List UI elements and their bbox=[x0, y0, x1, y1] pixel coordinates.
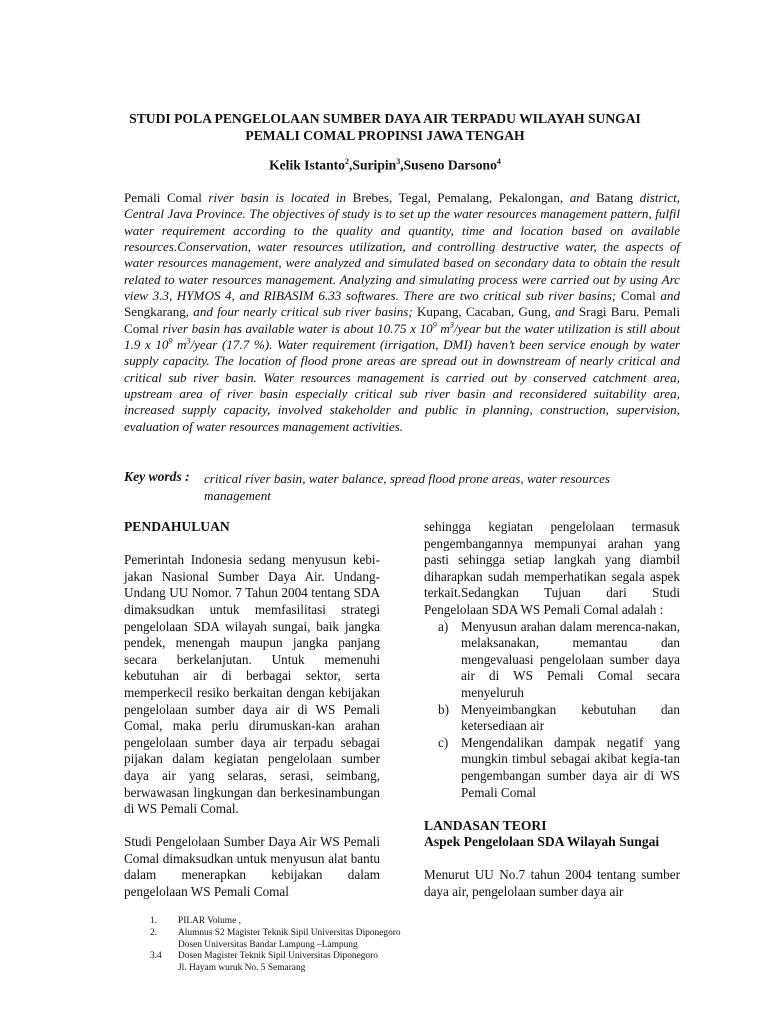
abstract-part: district, Central Java Province. The objectives of study is to set up the water resources management pattern, fulfil water requirement according to the quality and quantity, time and location based on available resources.Conservation, water resources utilization, and controlling destructive water, the aspects of water resources management, were analyzed and simulated based on secondary data to obtain the result related to water resources management. Analyzing and simulating process were carried out by using Arc view 3.3, HYMOS 4, and RIBASIM 6.33 softwares. There are two critical sub river basins; bbox=[124, 190, 680, 304]
footnote-number: 1. bbox=[150, 916, 158, 926]
abstract-part: river basin is located in bbox=[201, 190, 353, 205]
author-3-affiliation: 4 bbox=[496, 157, 501, 166]
list-marker: c) bbox=[438, 734, 449, 750]
author-2: ,Suripin bbox=[348, 157, 397, 173]
abstract-part: Comal bbox=[620, 288, 656, 304]
abstract-part: Brebes, Tegal, Pemalang, Pekalongan, bbox=[352, 190, 564, 205]
paper-title bbox=[100, 110, 670, 144]
footnote bbox=[150, 951, 470, 975]
author-2-affiliation: 3 bbox=[396, 157, 401, 166]
author-3: ,Suseno Darsono bbox=[400, 157, 497, 173]
abstract-part: m bbox=[172, 337, 187, 353]
body-paragraph: Pemerintah Indonesia sedang menyusun kebi-jakan Nasional Sumber Daya Air. Undang-Undang UU Nomor. 7 Tahun 2004 tentang SDA dimaksudkan untuk memfasilitasi strategi pengelolaan SDA wilayah sungai, baik jangka pendek, menengah maupun jangka panjang secara berkelanjutan. Untuk memenuhi kebutuhan air di berbagai sektor, serta memperkecil resiko berkaitan dengan kebijakan pengelolaan sumber daya air di WS Pemali Comal, maka perlu dirumuskan-kan arahan pengelolaan sumber daya air terpadu sebagai pijakan dalam kegiatan pengelolaan sumber daya air yang selaras, serasi, seimbang, berwawasan lingkungan dan berkesinambungan di WS Pemali Comal. bbox=[124, 552, 380, 817]
footnote-line: Dosen Magister Teknik Sipil Universitas Diponegoro bbox=[178, 951, 378, 962]
abstract-superscript: 9 bbox=[432, 320, 437, 330]
left-column bbox=[124, 519, 380, 901]
list-item bbox=[424, 735, 680, 801]
section-heading-landasan-teori: LANDASAN TEORI bbox=[424, 817, 547, 833]
abstract-part: Sragi Baru. Pemali Comal bbox=[124, 304, 680, 336]
list-item bbox=[424, 619, 680, 702]
footnote-line: Dosen Universitas Bandar Lampung –Lampung bbox=[178, 939, 358, 950]
footnote bbox=[150, 928, 470, 952]
title-line-1: STUDI POLA PENGELOLAAN SUMBER DAYA AIR TERPADU WILAYAH SUNGAI bbox=[129, 111, 641, 126]
list-marker: a) bbox=[438, 618, 449, 634]
abstract-superscript: 3 bbox=[186, 336, 191, 346]
footnotes bbox=[150, 916, 470, 975]
footnote-line: Alumnus S2 Magister Teknik Sipil Universitas Diponegoro bbox=[178, 927, 401, 938]
abstract-part: and bbox=[563, 190, 596, 205]
abstract-part: Pemali Comal bbox=[124, 190, 202, 205]
section-heading-pendahuluan: PENDAHULUAN bbox=[124, 519, 230, 534]
footnote bbox=[150, 916, 470, 928]
abstract-superscript: 3 bbox=[449, 320, 454, 330]
abstract-superscript: 9 bbox=[168, 336, 173, 346]
abstract-part: /year but the water utilization is still about 1.9 x 10 bbox=[124, 320, 680, 353]
list-item-text: Menyusun arahan dalam merenca-nakan, melaksanakan, memantau dan mengevaluasi pengelolaan sumber daya air di WS Pemali Comal secara menyeluruh bbox=[461, 618, 680, 700]
list-item-text: Menyeimbangkan kebutuhan dan ketersediaan air bbox=[461, 701, 680, 734]
author-list bbox=[100, 157, 670, 174]
author-1: Kelik Istanto bbox=[269, 157, 345, 173]
footnote-line: PILAR Volume , bbox=[178, 916, 241, 926]
abstract bbox=[124, 190, 680, 435]
abstract-part: Sengkarang, bbox=[124, 304, 190, 320]
abstract-part: and bbox=[655, 288, 680, 304]
body-paragraph: sehingga kegiatan pengelolaan termasuk pengembangannya mempunyai arahan yang pasti sehingga setiap langkah yang diambil diharapkan sudah memperhatikan segala aspek terkait.Sedangkan Tujuan dari Studi Pengelolaan SDA WS Pemali Comal adalah : bbox=[424, 519, 680, 617]
abstract-part: m bbox=[436, 320, 450, 336]
abstract-part: Batang bbox=[595, 190, 634, 205]
body-paragraph: Studi Pengelolaan Sumber Daya Air WS Pemali Comal dimaksudkan untuk menyusun alat bantu dalam menerapkan kebijakan dalam pengelolaan WS Pemali Comal bbox=[124, 834, 380, 900]
abstract-part: Kupang, Cacaban, Gung, bbox=[416, 304, 551, 320]
title-line-2: PEMALI COMAL PROPINSI JAWA TENGAH bbox=[245, 128, 525, 143]
abstract-part: and four nearly critical sub river basins; bbox=[189, 304, 417, 320]
list-item-text: Mengendalikan dampak negatif yang mungkin timbul sebagai akibat kegia-tan pengembangan sumber daya air di WS Pemali Comal bbox=[461, 734, 680, 800]
objectives-list bbox=[424, 619, 680, 802]
body-paragraph: Menurut UU No.7 tahun 2004 tentang sumber daya air, pengelolaan sumber daya air bbox=[424, 867, 680, 900]
abstract-part: and bbox=[550, 304, 579, 320]
footnote-number: 2. bbox=[150, 927, 158, 938]
keywords-label: Key words : bbox=[124, 469, 190, 484]
keywords-text: critical river basin, water balance, spread flood prone areas, water resources management bbox=[204, 471, 610, 503]
author-1-affiliation: 2 bbox=[344, 157, 349, 166]
footnote-line: Jl. Hayam wuruk No. 5 Semarang bbox=[178, 963, 306, 974]
right-column bbox=[424, 519, 680, 901]
list-item bbox=[424, 702, 680, 735]
footnote-number: 3.4 bbox=[150, 951, 162, 962]
abstract-part: /year (17.7 %). Water requirement (irrigation, DMI) haven’t been service enough by water supply capacity. The location of flood prone areas are spread out in downstream of nearly critical and critical sub river basin. Water resources management is carried out by conserved catchment area, upstream area of river basin especially critical sub river basin and reconsidered suitability area, increased supply capacity, involved stakeholder and public in planning, construction, supervision, evaluation of water resources management activities. bbox=[124, 337, 680, 434]
subsection-heading: Aspek Pengelolaan SDA Wilayah Sungai bbox=[424, 834, 660, 850]
abstract-part: river basin has available water is about 10.75 x 10 bbox=[158, 320, 433, 336]
list-marker: b) bbox=[438, 701, 449, 717]
